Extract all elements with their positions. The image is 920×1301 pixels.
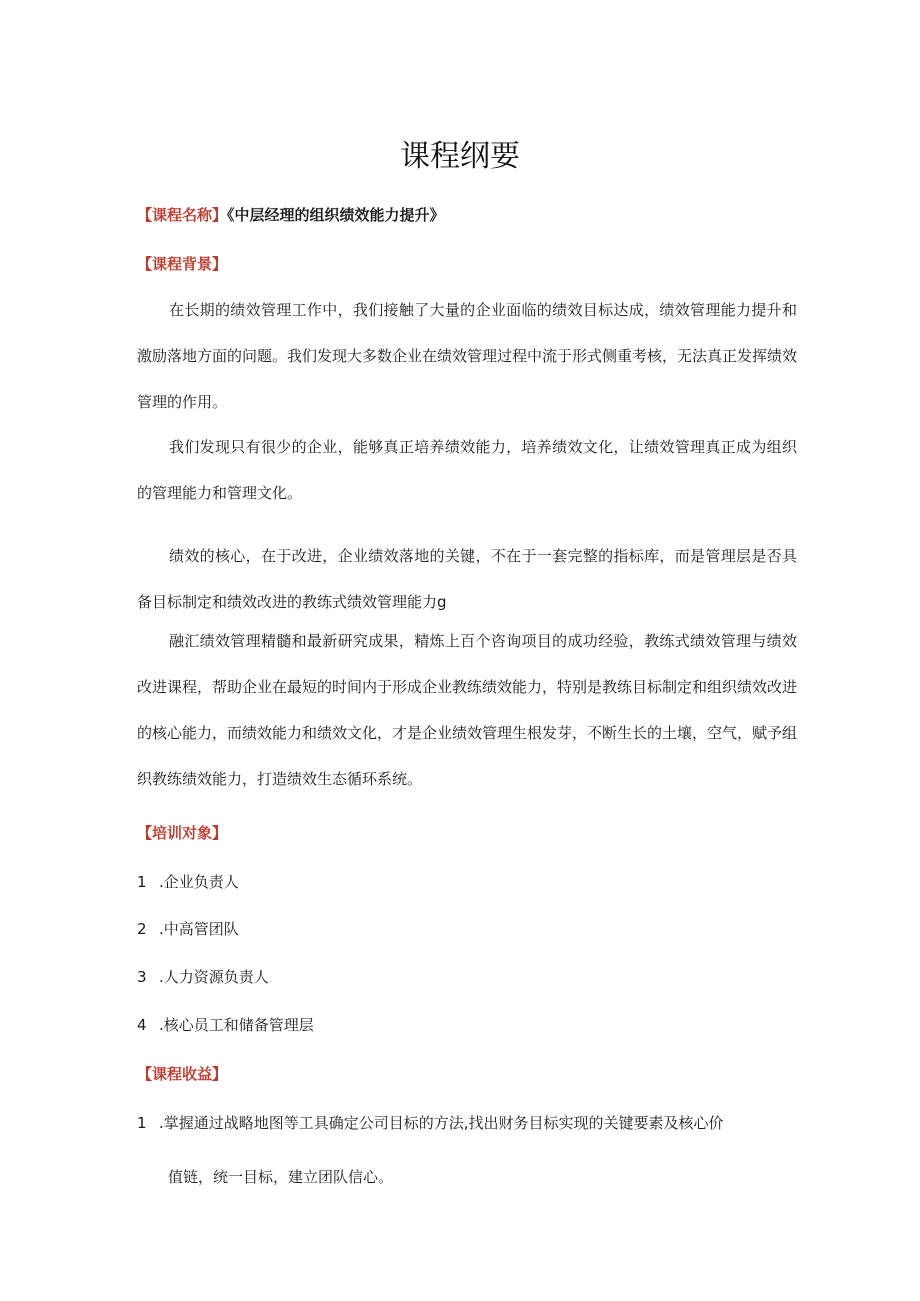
- background-heading: 【课程背景】: [137, 255, 228, 273]
- audience-item: [137, 1014, 817, 1036]
- page-title: 课程纲要: [400, 139, 520, 174]
- audience-item: [137, 871, 817, 893]
- background-paragraph-2: 我们发现只有很少的企业，能够真正培养绩效能力，培养绩效文化，让绩效管理真正成为组织的管理能力和管理文化。: [137, 438, 797, 502]
- audience-item-text: .企业负责人: [159, 873, 239, 891]
- benefit-item-text: .掌握通过战略地图等工具确定公司目标的方法,找出财务目标实现的关键要素及核心价: [159, 1114, 724, 1132]
- audience-item-text: .人力资源负责人: [159, 968, 269, 986]
- background-paragraph-3: 绩效的核心，在于改进，企业绩效落地的关键，不在于一套完整的指标库，而是管理层是否具备目标制定和绩效改进的教练式绩效管理能力g: [137, 547, 797, 611]
- course-name: 《中层经理的组织绩效能力提升》: [227, 206, 445, 224]
- audience-heading: 【培训对象】: [137, 824, 228, 842]
- benefits-heading: 【课程收益】: [137, 1065, 228, 1083]
- audience-item-number: 3: [137, 968, 147, 986]
- course-name-line: [137, 204, 797, 226]
- audience-item-number: 2: [137, 920, 147, 938]
- audience-item: [137, 918, 817, 940]
- audience-item: [137, 966, 817, 988]
- audience-item-number: 4: [137, 1016, 147, 1034]
- audience-item-number: 1: [137, 873, 147, 891]
- background-paragraph-4: 融汇绩效管理精髓和最新研究成果，精炼上百个咨询项目的成功经验，教练式绩效管理与绩效改进课程，帮助企业在最短的时间内于形成企业教练绩效能力，特别是教练目标制定和组织绩效改进的核心能力，而绩效能力和绩效文化，才是企业绩效管理生根发芽，不断生长的土壤，空气，赋予组织教练绩效能力，打造绩效生态循环系统。: [137, 632, 798, 788]
- audience-item-text: .中高管团队: [159, 920, 239, 938]
- background-paragraph-1: 在长期的绩效管理工作中，我们接触了大量的企业面临的绩效目标达成，绩效管理能力提升和激励落地方面的问题。我们发现大多数企业在绩效管理过程中流于形式侧重考核，无法真正发挥绩效管理的作用。: [137, 301, 798, 411]
- audience-item-text: .核心员工和储备管理层: [159, 1016, 314, 1034]
- course-name-label: 【课程名称】: [137, 206, 228, 224]
- benefit-item-continuation: 值链，统一目标，建立团队信心。: [168, 1168, 394, 1186]
- benefit-item-number: 1: [137, 1114, 147, 1132]
- benefit-item: [137, 1112, 817, 1134]
